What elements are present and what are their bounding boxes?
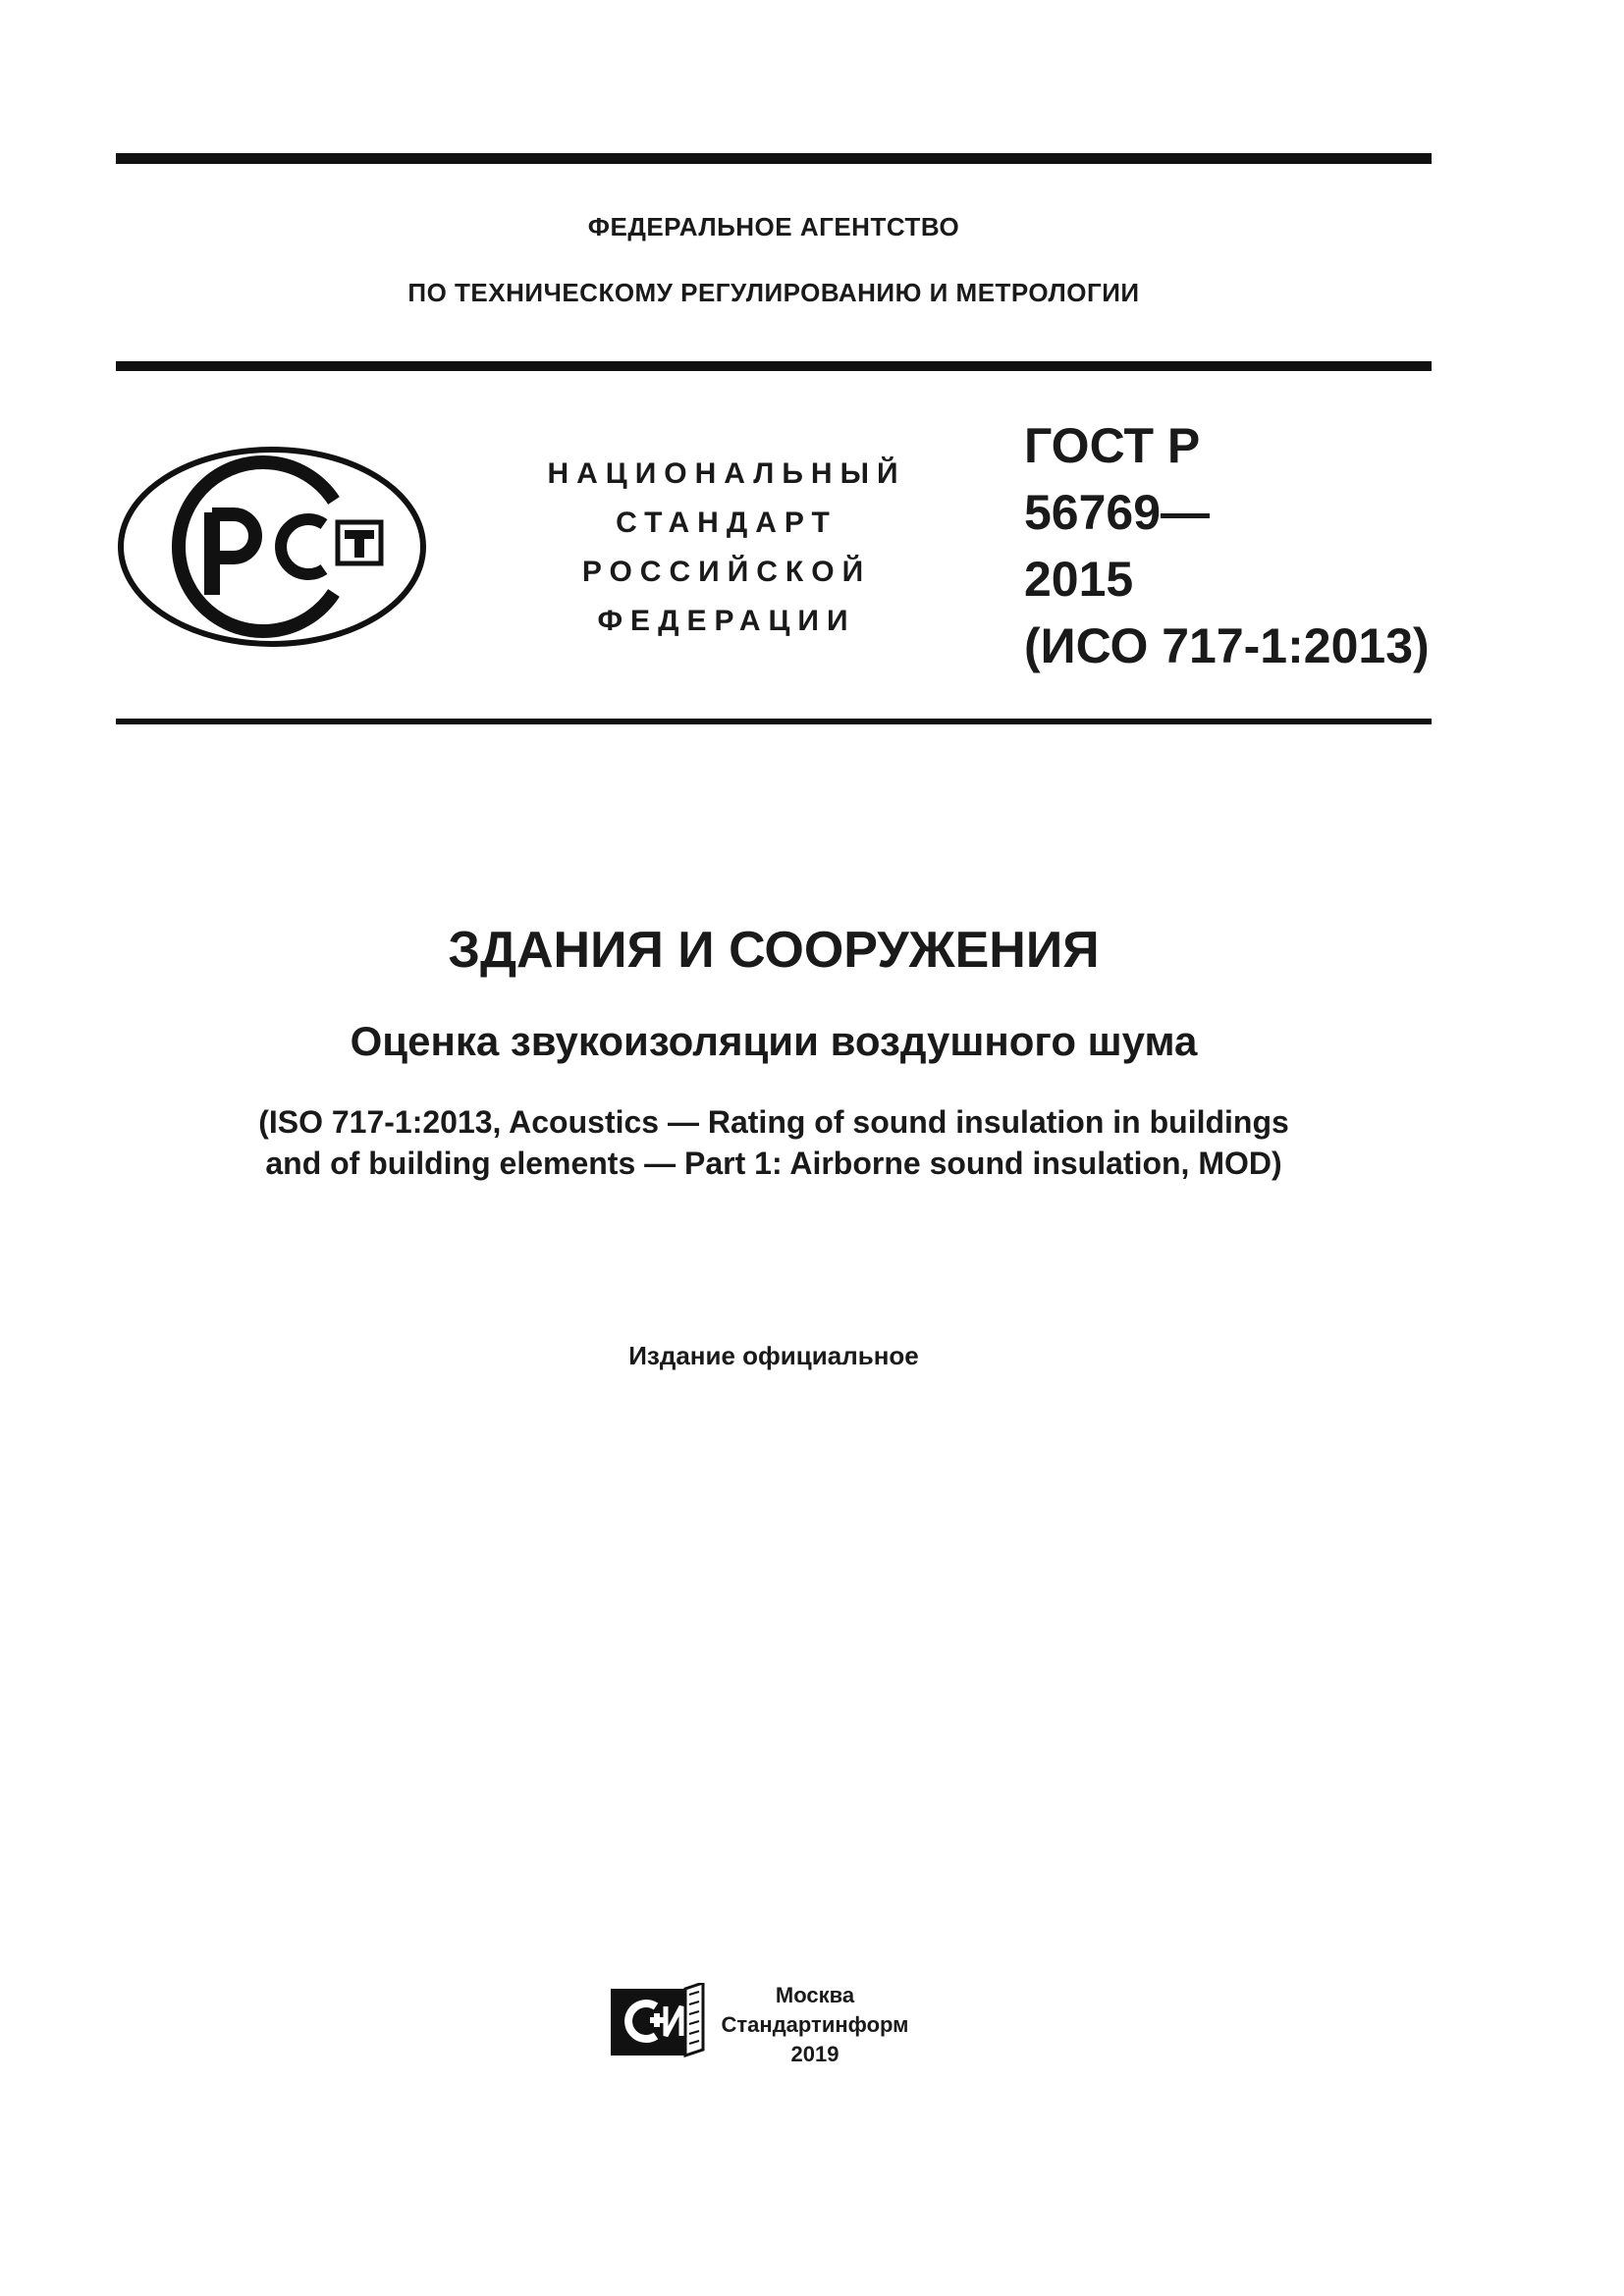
rst-certification-mark-icon (116, 444, 428, 650)
national-standard-line1: НАЦИОНАЛЬНЫЙ (547, 457, 906, 490)
publisher-city: Москва (775, 1983, 855, 2007)
national-standard-line2: СТАНДАРТ (616, 507, 838, 539)
publisher-info (717, 1981, 913, 2069)
document-subtitle: Оценка звукоизоляции воздушного шума (350, 1018, 1198, 1064)
bottom-rule (116, 719, 1432, 724)
agency-name-line2: ПО ТЕХНИЧЕСКОМУ РЕГУЛИРОВАНИЮ И МЕТРОЛОГИИ (407, 278, 1140, 307)
iso-reference-line1: (ISO 717-1:2013, Acoustics — Rating of sound insulation in buildings (258, 1104, 1289, 1140)
document-title: ЗДАНИЯ И СООРУЖЕНИЯ (448, 922, 1100, 979)
standard-designation (1024, 412, 1430, 679)
designation-line4: (ИСО 717-1:2013) (1024, 618, 1430, 673)
designation-line2: 56769— (1024, 485, 1211, 540)
national-standard-line3: РОССИЙСКОЙ (581, 556, 872, 588)
standartinform-logo-icon (611, 1983, 705, 2057)
publication-year: 2019 (790, 2042, 839, 2066)
designation-line3: 2015 (1024, 552, 1134, 607)
designation-line1: ГОСТ Р (1024, 418, 1201, 473)
middle-rule (116, 361, 1432, 371)
publisher-name: Стандартинформ (721, 2012, 909, 2037)
national-standard-label (491, 450, 962, 646)
iso-reference (116, 1101, 1432, 1184)
top-rule (116, 153, 1432, 164)
agency-name-line1: ФЕДЕРАЛЬНОЕ АГЕНТСТВО (587, 212, 960, 241)
edition-label: Издание официальное (628, 1341, 919, 1370)
national-standard-line4: ФЕДЕРАЦИИ (597, 605, 856, 637)
iso-reference-line2: and of building elements — Part 1: Airborne sound insulation, MOD) (265, 1146, 1282, 1181)
